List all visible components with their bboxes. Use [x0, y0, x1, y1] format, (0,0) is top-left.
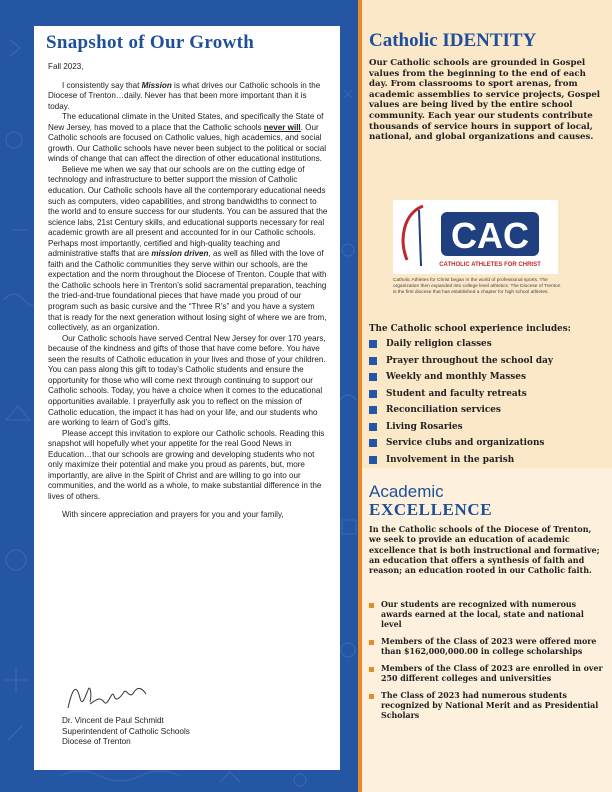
experience-list: [369, 336, 609, 468]
letter-date: Fall 2023,: [48, 62, 84, 71]
list-item: Student and faculty retreats: [369, 386, 609, 403]
identity-text: Our Catholic schools are grounded in Gospel values from the beginning to the end of each day. From classrooms to sport arenas, from academic assemblies to service projects, Gospel values are being lived by the entire school community. Each year our students contribute thousands of service hours in support of local, national, and global organizations and causes.: [369, 58, 601, 143]
square-bullet-icon: [369, 439, 377, 447]
list-item: Our students are recognized with numerous awards earned at the local, state and national level: [369, 600, 604, 630]
square-bullet-icon: [369, 373, 377, 381]
letter-paragraph: I consistently say that Mission is what drives our Catholic schools in the Diocese of Trenton…daily. Never has that been more important than it is today.: [48, 80, 321, 111]
square-bullet-icon: [369, 340, 377, 348]
signer-name: Dr. Vincent de Paul Schmidt: [62, 716, 164, 725]
identity-title: Catholic IDENTITY: [369, 30, 537, 51]
letter-paragraph: Our Catholic schools have served Central New Jersey for over 170 years, because of the kindness and gifts of those that have come before. You have seen the results of Catholic education in your lives and those of your children. You can pass along this gift to today’s Catholic students and ensure the opportunity for those who will come next through continuing to support our Catholic schools. Today, you have a choice when it comes to the educational opportunities available. I prayerfully ask you to reflect on the mission of Catholic education, the impact it has had on your life, and our students who are working to learn of God’s gifts.: [48, 333, 326, 428]
list-item: Members of the Class of 2023 were offered more than $162,000,000.00 in college scholarships: [369, 637, 604, 657]
list-item: Reconciliation services: [369, 402, 609, 419]
orange-bullet-icon: [369, 640, 374, 645]
square-bullet-icon: [369, 406, 377, 414]
letter-title: Snapshot of Our Growth: [46, 32, 255, 53]
letter-paragraph: Please accept this invitation to explore our Catholic schools. Reading this snapshot will hopefully whet your appetite for the real Good News in Education…that our schools are growing and developing students who not only maximize their potential and make you proud as parents, but, more importantly, are alive in the Spirit of Christ and are willing to go into our communities, and the world as a whole, to make substantial difference in the lives of others.: [48, 428, 325, 501]
signer-title: Superintendent of Catholic Schools: [62, 726, 190, 736]
academic-text: In the Catholic schools of the Diocese of Trenton, we seek to provide an education of academic excellence that is both instructional and formative; an education that offers a synthesis of faith and reason; an education rooted in our Catholic faith.: [369, 524, 600, 576]
cac-logo-subtext: CATHOLIC ATHLETES FOR CHRIST: [439, 262, 541, 268]
list-item: Daily religion classes: [369, 336, 609, 353]
list-item: Prayer throughout the school day: [369, 353, 609, 370]
letter-paragraph: The educational climate in the United States, and specifically the State of New Jersey, has moved to a place that the Catholic schools never will. Our Catholic schools are focused on Catholic values, high academics, and social growth. Our Catholic schools have never been subject to the political or social winds of change that can affect the direction of other educational institutions.: [48, 112, 327, 164]
square-bullet-icon: [369, 456, 377, 464]
experience-heading: The Catholic school experience includes:: [369, 324, 571, 334]
list-item: Weekly and monthly Masses: [369, 369, 609, 386]
letter-paragraph: With sincere appreciation and prayers for you and your family,: [62, 510, 284, 520]
academic-list: [369, 600, 604, 728]
academic-title-line2: EXCELLENCE: [369, 500, 493, 519]
signature-block: [62, 716, 190, 748]
list-item: Living Rosaries: [369, 419, 609, 436]
cac-logo-text: CAC: [451, 215, 529, 256]
signer-org: Diocese of Trenton: [62, 737, 131, 746]
square-bullet-icon: [369, 423, 377, 431]
orange-bullet-icon: [369, 694, 374, 699]
cac-caption: Catholic Athletes for Christ began in the world of professional sports. The organization then expanded into college level athletics. The Diocese of Trenton is the first diocese that has established a chapter for high school athletes.: [393, 278, 561, 295]
list-item: Members of the Class of 2023 are enrolled in over 250 different colleges and universities: [369, 664, 604, 684]
superintendent-letter: [34, 26, 340, 770]
signature-image: [64, 678, 154, 716]
list-item: The Class of 2023 had numerous students recognized by National Merit and as Presidential Scholars: [369, 691, 604, 721]
letter-paragraph: Believe me when we say that our schools are on the cutting edge of technology and infrastructure to better support the mission of Catholic education. Our Catholic schools have all the contemporary educational needs such as computers, video capabilities, and strong bandwidths to connect to the world and to ensure success for our students. You can be assured that the science labs, 21st Century skills, and educational supports necessary for real academic growth are all present and accounted for in our Catholic schools. Perhaps most importantly, certified and high-quality teaching and administrative staffs that are mission driven, as well as filled with the love of faith and the Catholic communities they serve within our schools, are the expectation and the norm throughout the Diocese of Trenton. Couple that with the Catholic schools here in Trenton’s solid sacramental preparation, teaching the tried-and-true foundational pieces that have made you proud of our program such as basic cursive and the “Three R’s” and you have a system that is ready for the next generation without losing sight of where we are from, collectively, as an organization.: [48, 164, 328, 333]
orange-bullet-icon: [369, 667, 374, 672]
square-bullet-icon: [369, 357, 377, 365]
square-bullet-icon: [369, 390, 377, 398]
cac-logo: [393, 200, 558, 274]
letter-body: [48, 62, 330, 521]
list-item: Involvement in the parish: [369, 452, 609, 469]
orange-bullet-icon: [369, 603, 374, 608]
list-item: Service clubs and organizations: [369, 435, 609, 452]
academic-title-line1: Academic: [369, 482, 444, 501]
